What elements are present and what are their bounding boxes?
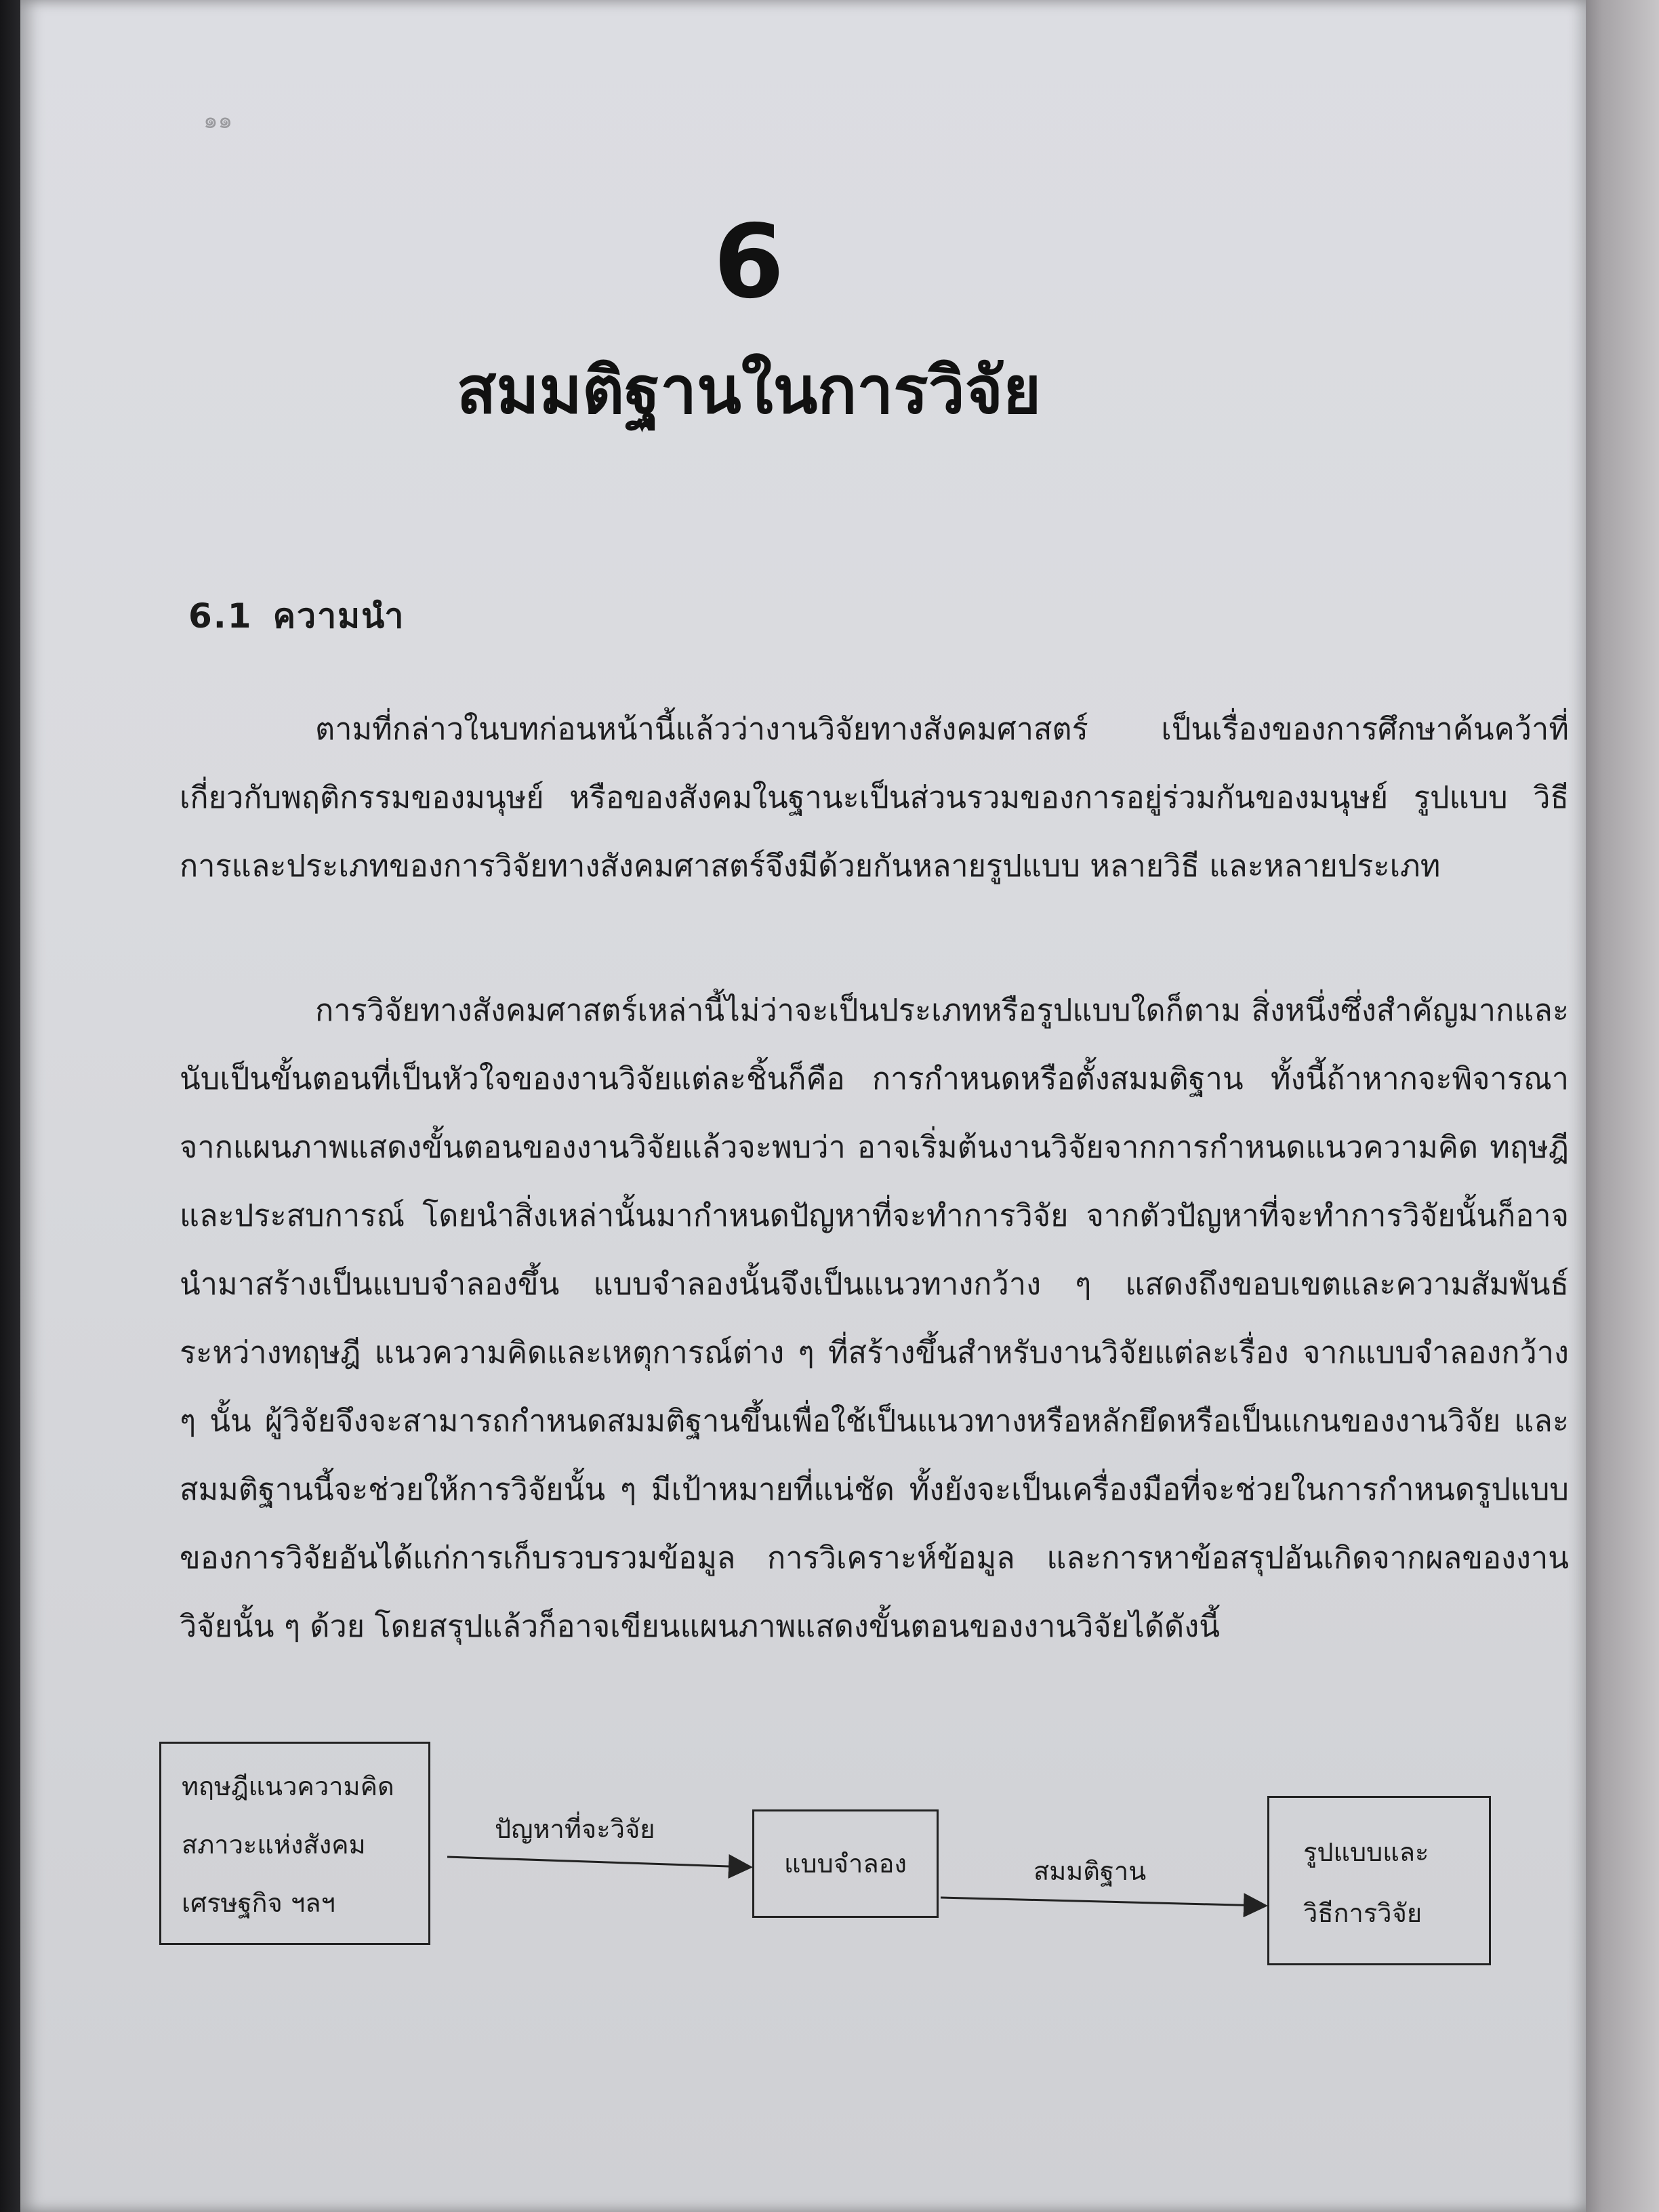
arrow-to-model [447, 1857, 749, 1867]
theory-box-line-1: ทฤษฎีแนวความคิด [182, 1771, 394, 1801]
section-number: 6.1 [188, 596, 253, 636]
section-title: ความนำ [272, 596, 405, 636]
theory-box-line-2: สภาวะแห่งสังคม [182, 1830, 366, 1860]
model-box-label: แบบจำลอง [783, 1849, 907, 1879]
hypothesis-label: สมมติฐาน [1033, 1856, 1147, 1886]
section-heading [188, 590, 405, 643]
chapter-title: สมมติฐานในการวิจัย [456, 352, 1042, 428]
photo-background-right [1578, 0, 1659, 2212]
research-problem-label: ปัญหาที่จะวิจัย [495, 1814, 655, 1844]
chapter-number: 6 [713, 203, 785, 321]
research-process-diagram [20, 1721, 1586, 2006]
theory-box-line-3: เศรษฐกิจ ฯลฯ [182, 1888, 335, 1918]
method-box-line-2: วิธีการวิจัย [1303, 1898, 1422, 1928]
research-method-box [1267, 1796, 1491, 1965]
arrow-to-method [941, 1898, 1264, 1906]
model-box [752, 1809, 939, 1918]
page-number: ๑๑ [203, 107, 233, 134]
paragraph-1: ตามที่กล่าวในบทก่อนหน้านี้แล้วว่างานวิจัยทางสังคมศาสตร์ เป็นเรื่องของการศึกษาค้นคว้าที่เกี่ยวกับพฤติกรรมของมนุษย์ หรือของสังคมในฐานะเป็นส่วนรวมของการอยู่ร่วมกันของมนุษย์ รูปแบบ วิธีการและประเภทของการวิจัยทางสังคมศาสตร์จึงมีด้วยกันหลายรูปแบบ หลายวิธี และหลายประเภท [180, 711, 1569, 884]
book-page [20, 0, 1586, 2212]
theory-box [159, 1742, 430, 1945]
method-box-line-1: รูปแบบและ [1303, 1837, 1429, 1867]
paragraph-2: การวิจัยทางสังคมศาสตร์เหล่านี้ไม่ว่าจะเป็นประเภทหรือรูปแบบใดก็ตาม สิ่งหนึ่งซึ่งสำคัญมากและนับเป็นขั้นตอนที่เป็นหัวใจของงานวิจัยแต่ละชิ้นก็คือ การกำหนดหรือตั้งสมมติฐาน ทั้งนี้ถ้าหากจะพิจารณาจากแผนภาพแสดงขั้นตอนของงานวิจัยแล้วจะพบว่า อาจเริ่มต้นงานวิจัยจากการกำหนดแนวความคิด ทฤษฎี และประสบการณ์ โดยนำสิ่งเหล่านั้นมากำหนดปัญหาที่จะทำการวิจัย จากตัวปัญหาที่จะทำการวิจัยนั้นก็อาจนำมาสร้างเป็นแบบจำลองขึ้น แบบจำลองนั้นจึงเป็นแนวทางกว้าง ๆ แสดงถึงขอบเขตและความสัมพันธ์ระหว่างทฤษฎี แนวความคิดและเหตุการณ์ต่าง ๆ ที่สร้างขึ้นสำหรับงานวิจัยแต่ละเรื่อง จากแบบจำลองกว้าง ๆ นั้น ผู้วิจัยจึงจะสามารถกำหนดสมมติฐานขึ้นเพื่อใช้เป็นแนวทางหรือหลักยึดหรือเป็นแกนของงานวิจัย และสมมติฐานนี้จะช่วยให้การวิจัยนั้น ๆ มีเป้าหมายที่แน่ชัด ทั้งยังจะเป็นเครื่องมือที่จะช่วยในการกำหนดรูปแบบของการวิจัยอันได้แก่การเก็บรวบรวมข้อมูล การวิเคราะห์ข้อมูล และการหาข้อสรุปอันเกิดจากผลของงานวิจัยนั้น ๆ ด้วย โดยสรุปแล้วก็อาจเขียนแผนภาพแสดงขั้นตอนของงานวิจัยได้ดังนี้ [180, 992, 1569, 1644]
